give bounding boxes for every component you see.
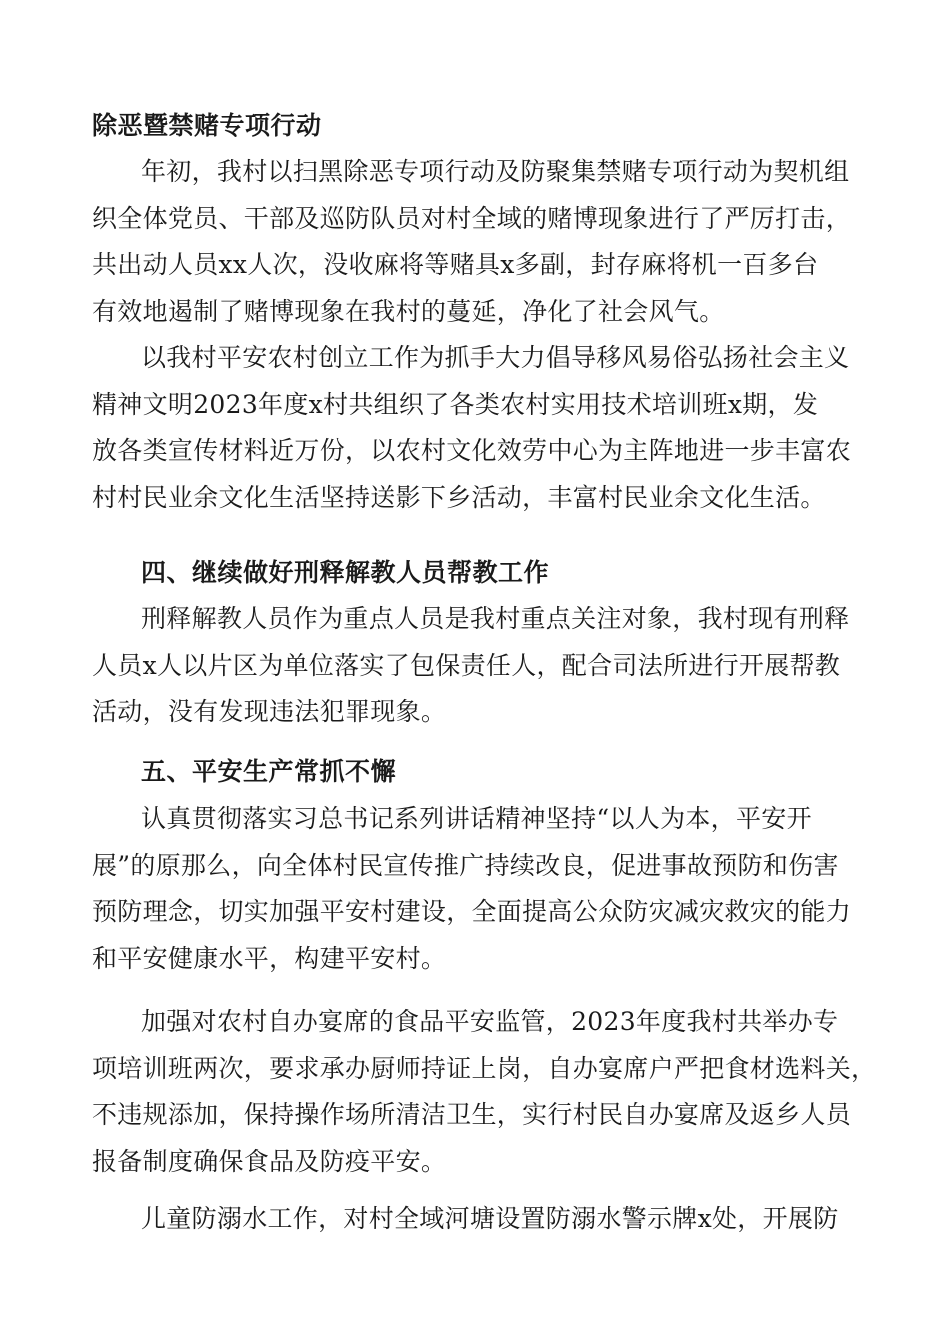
section-heading: 五、平安生产常抓不懈 <box>141 757 397 786</box>
paragraph-line: 有效地遏制了赌博现象在我村的蔓延，净化了社会风气。 <box>92 297 725 326</box>
section-heading: 四、继续做好刑释解教人员帮教工作 <box>141 558 550 587</box>
paragraph-line: 加强对农村自办宴席的食品平安监管，2023年度我村共举办专 <box>141 1007 839 1036</box>
paragraph-line: 织全体党员、干部及巡防队员对村全域的赌博现象进行了严厉打击， <box>92 204 852 233</box>
paragraph-line: 儿童防溺水工作，对村全域河塘设置防溺水警示牌x处，开展防 <box>141 1204 839 1233</box>
paragraph-line: 不违规添加，保持操作场所清洁卫生，实行村民自办宴席及返乡人员 <box>92 1100 852 1129</box>
paragraph-line: 报备制度确保食品及防疫平安。 <box>92 1147 447 1176</box>
paragraph-line: 人员x人以片区为单位落实了包保责任人，配合司法所进行开展帮教 <box>92 651 841 680</box>
section-heading: 除恶暨禁赌专项行动 <box>92 111 322 140</box>
paragraph-line: 以我村平安农村创立工作为抓手大力倡导移风易俗弘扬社会主义 <box>141 343 850 372</box>
paragraph-line: 精神文明2023年度x村共组织了各类农村实用技术培训班x期，发 <box>92 390 819 419</box>
paragraph-line: 展”的原那么，向全体村民宣传推广持续改良，促进事故预防和伤害 <box>92 851 839 880</box>
paragraph-line: 和平安健康水平，构建平安村。 <box>92 944 447 973</box>
paragraph-line: 认真贯彻落实习总书记系列讲话精神坚持“以人为本，平安开 <box>141 804 812 833</box>
paragraph-line: 活动，没有发现违法犯罪现象。 <box>92 697 447 726</box>
paragraph-line: 共出动人员xx人次，没收麻将等赌具x多副，封存麻将机一百多台 <box>92 250 819 279</box>
paragraph-line: 刑释解教人员作为重点人员是我村重点关注对象，我村现有刑释 <box>141 604 850 633</box>
paragraph-line: 预防理念，切实加强平安村建设，全面提高公众防灾减灾救灾的能力 <box>92 897 852 926</box>
paragraph-line: 项培训班两次，要求承办厨师持证上岗，自办宴席户严把食材选料关， <box>92 1054 877 1083</box>
paragraph-line: 放各类宣传材料近万份，以农村文化效劳中心为主阵地进一步丰富农 <box>92 436 852 465</box>
paragraph-line: 村村民业余文化生活坚持送影下乡活动，丰富村民业余文化生活。 <box>92 483 826 512</box>
paragraph-line: 年初，我村以扫黑除恶专项行动及防聚集禁赌专项行动为契机组 <box>141 157 850 186</box>
